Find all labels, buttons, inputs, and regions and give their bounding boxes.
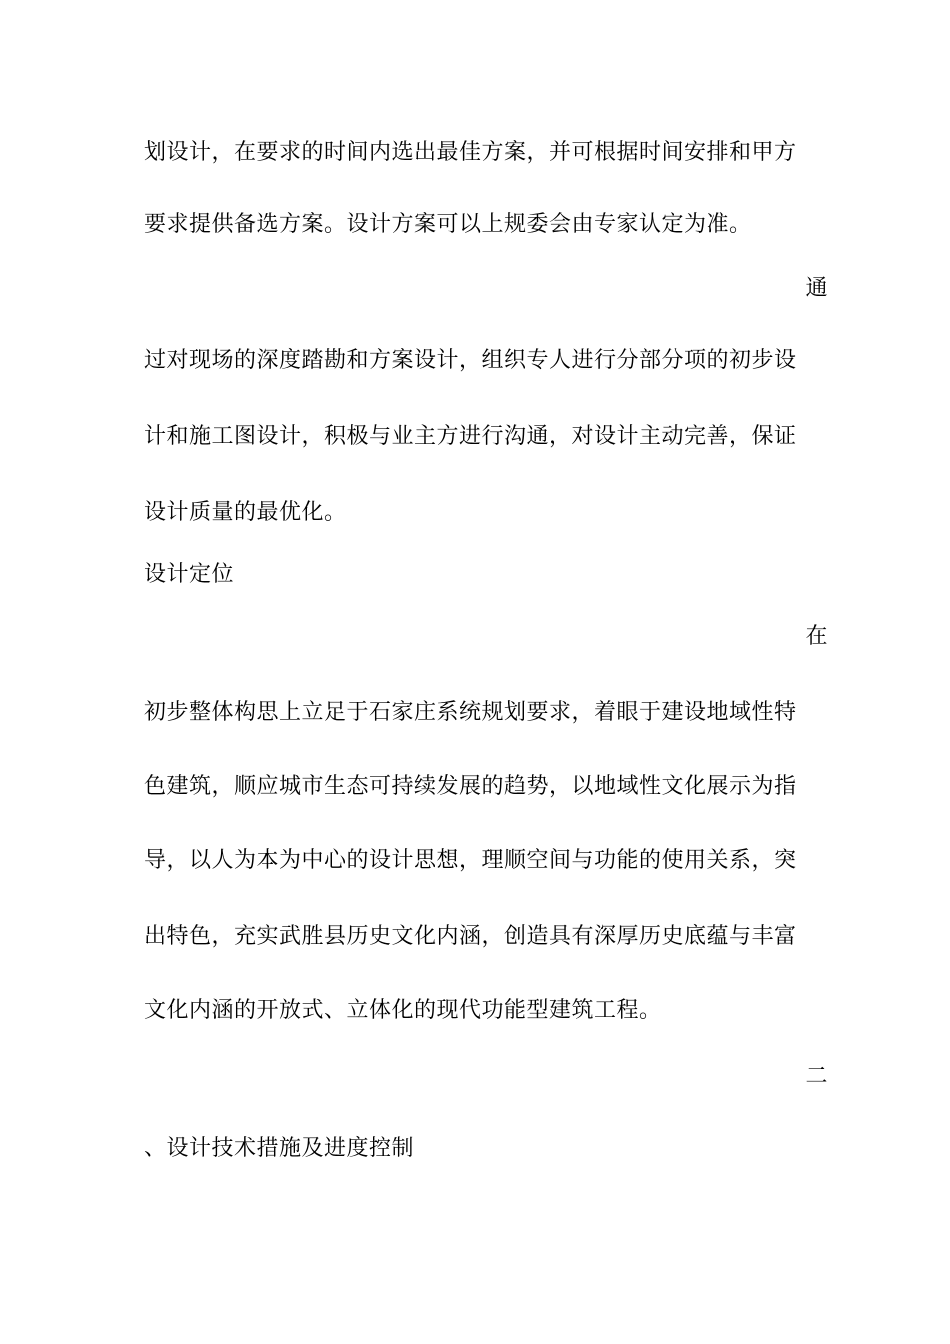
paragraph-line: 出特色，充实武胜县历史文化内涵，创造具有深厚历史底蕴与丰富 [144,924,797,949]
paragraph-line-fragment: 通 [805,276,828,301]
paragraph-line: 划设计，在要求的时间内选出最佳方案，并可根据时间安排和甲方 [144,140,797,165]
paragraph-line: 初步整体构思上立足于石家庄系统规划要求，着眼于建设地域性特 [144,700,797,725]
paragraph-line: 导，以人为本为中心的设计思想，理顺空间与功能的使用关系，突 [144,848,797,873]
paragraph-line-fragment: 在 [805,624,828,649]
section-number: 二 [805,1064,828,1089]
paragraph-line: 过对现场的深度踏勘和方案设计，组织专人进行分部分项的初步设 [144,348,797,373]
paragraph-line: 色建筑，顺应城市生态可持续发展的趋势，以地域性文化展示为指 [144,774,797,799]
paragraph-line: 要求提供备选方案。设计方案可以上规委会由专家认定为准。 [144,212,752,237]
paragraph-line: 设计质量的最优化。 [144,500,347,525]
paragraph-line: 计和施工图设计，积极与业主方进行沟通，对设计主动完善，保证 [144,424,797,449]
section-heading: 设计定位 [144,562,235,587]
section-heading: 、设计技术措施及进度控制 [144,1136,415,1161]
paragraph-line: 文化内涵的开放式、立体化的现代功能型建筑工程。 [144,998,662,1023]
